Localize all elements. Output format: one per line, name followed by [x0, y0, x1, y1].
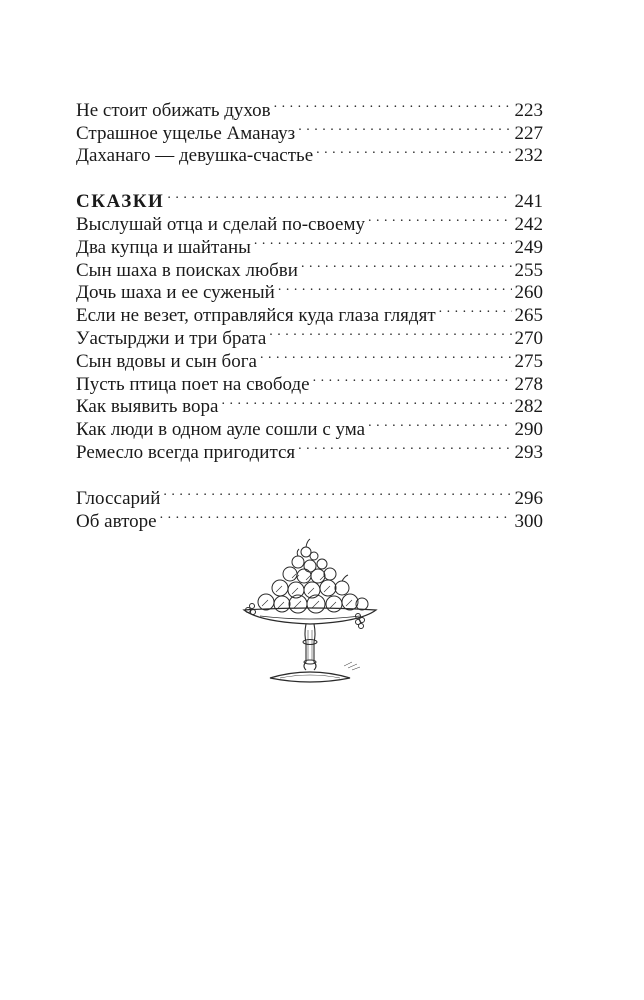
toc-leader-dots: [167, 184, 511, 207]
toc-entry-page: 278: [514, 373, 543, 395]
toc-group-stories: [76, 93, 543, 167]
toc-entry-title: Даханаго — девушка-счастье: [76, 145, 314, 167]
toc-entry-page: 232: [514, 145, 543, 167]
toc-entry-page: 275: [514, 350, 543, 372]
grapes: [246, 604, 365, 629]
toc-section-heading[interactable]: [76, 184, 543, 213]
toc-leader-dots: [274, 93, 512, 116]
toc-leader-dots: [368, 207, 512, 230]
toc-leader-dots: [163, 481, 511, 504]
toc-entry-title: Сын вдовы и сын бога: [76, 350, 257, 372]
toc-leader-dots: [298, 116, 511, 139]
toc-entry-page: 260: [514, 282, 543, 304]
toc-entry-page: 270: [514, 327, 543, 349]
toc-entry-page: 249: [514, 236, 543, 258]
toc-leader-dots: [254, 230, 512, 253]
toc-leader-dots: [269, 321, 511, 344]
toc-entry-title: Глоссарий: [76, 487, 161, 509]
toc-entry-page: 290: [514, 419, 543, 441]
toc-entry-title: Уастырджи и три брата: [76, 327, 267, 349]
toc-entry-page: 282: [514, 396, 543, 418]
toc-entry-page: 296: [514, 487, 543, 509]
toc-entry-page: 223: [514, 99, 543, 121]
toc-entry-title: Как выявить вора: [76, 396, 219, 418]
toc-entry-title: Два купца и шайтаны: [76, 236, 251, 258]
toc-group-fairy-tales: [76, 184, 543, 463]
fruit-pile: [258, 539, 368, 613]
toc-leader-dots: [260, 344, 512, 367]
toc-entry-title: Об авторе: [76, 510, 157, 532]
toc-entry-page: 293: [514, 441, 543, 463]
toc-entry-title: Сын шаха в поисках любви: [76, 259, 298, 281]
toc-entry-page: 255: [514, 259, 543, 281]
toc-entry-page: 242: [514, 213, 543, 235]
toc-section-page: 241: [514, 191, 543, 213]
toc-entry[interactable]: [76, 481, 543, 509]
toc-section-title: СКАЗКИ: [76, 191, 165, 213]
toc-entry-title: Выслушай отца и сделай по-своему: [76, 213, 365, 235]
toc-leader-dots: [160, 504, 512, 527]
toc-entry-title: Пусть птица поет на свободе: [76, 373, 310, 395]
toc-leader-dots: [298, 435, 511, 458]
toc-leader-dots: [316, 139, 511, 162]
toc-entry-page: 227: [514, 122, 543, 144]
fruit-bowl-icon: [240, 538, 380, 690]
toc-leader-dots: [221, 390, 511, 413]
toc-entry-page: 265: [514, 305, 543, 327]
toc-leader-dots: [278, 276, 512, 299]
toc-entry-title: Страшное ущелье Аманауз: [76, 122, 296, 144]
toc-leader-dots: [313, 367, 512, 390]
toc-entry-page: 300: [514, 510, 543, 532]
toc-leader-dots: [439, 298, 512, 321]
toc-entry-title: Не стоит обижать духов: [76, 99, 271, 121]
toc-leader-dots: [368, 412, 511, 435]
toc-group-appendix: [76, 481, 543, 532]
toc-leader-dots: [301, 253, 512, 276]
toc-entry-title: Дочь шаха и ее суженый: [76, 282, 275, 304]
toc-entry[interactable]: [76, 93, 543, 121]
bowl-base: [270, 672, 350, 682]
toc-entry-title: Если не везет, отправляйся куда глаза глядят: [76, 305, 436, 327]
table-of-contents: [76, 93, 543, 532]
toc-entry-title: Ремесло всегда пригодится: [76, 441, 296, 463]
toc-entry-title: Как люди в одном ауле сошли с ума: [76, 419, 366, 441]
